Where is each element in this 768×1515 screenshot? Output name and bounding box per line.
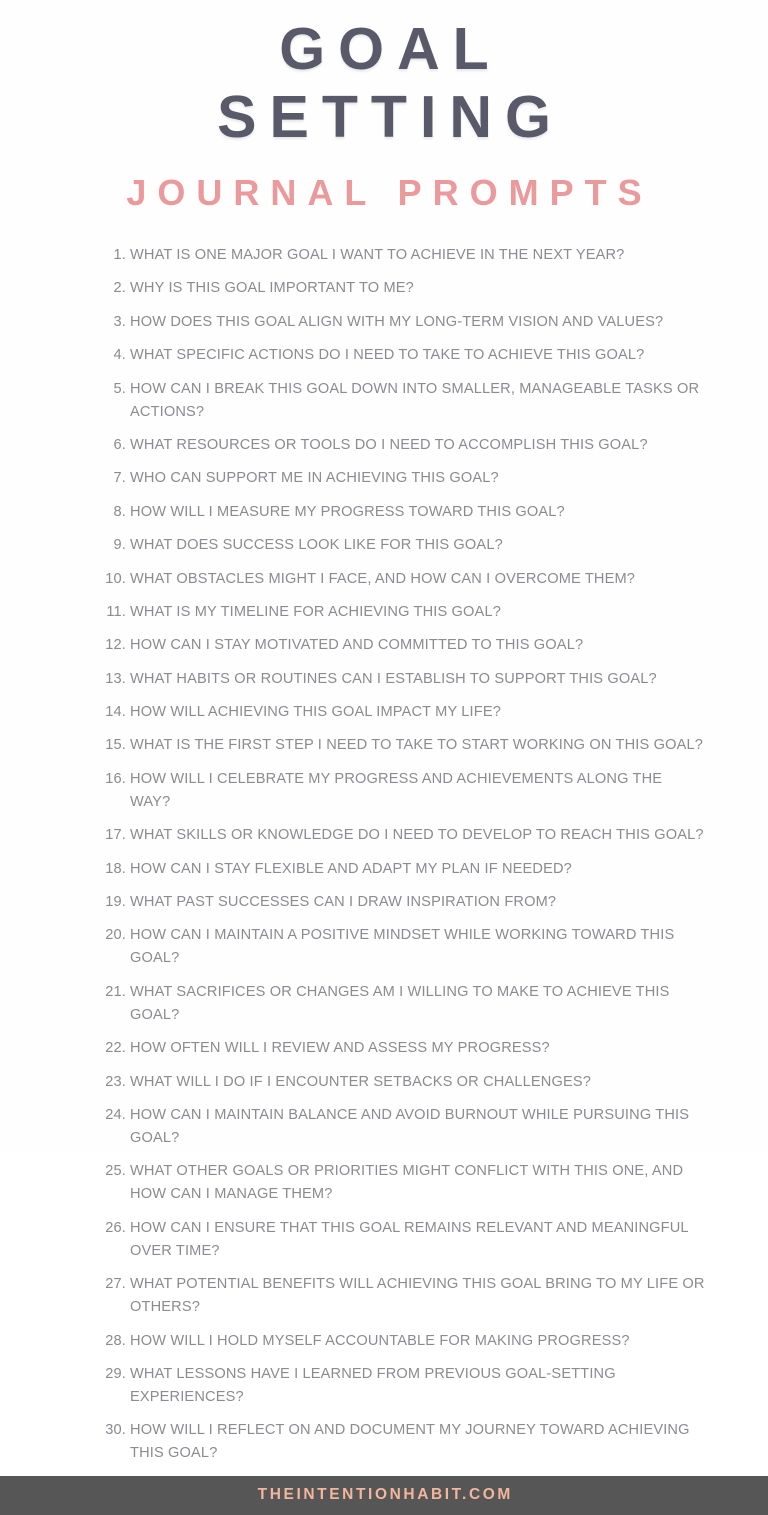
prompt-list-item: WHAT SACRIFICES OR CHANGES AM I WILLING TO MAKE TO ACHIEVE THIS GOAL?: [130, 983, 670, 1023]
prompt-list-item: HOW WILL I HOLD MYSELF ACCOUNTABLE FOR MAKING PROGRESS?: [130, 1332, 630, 1349]
prompt-list-item: HOW CAN I ENSURE THAT THIS GOAL REMAINS RELEVANT AND MEANINGFUL OVER TIME?: [130, 1219, 689, 1259]
prompt-list-item: WHAT OTHER GOALS OR PRIORITIES MIGHT CONFLICT WITH THIS ONE, AND HOW CAN I MANAGE THEM?: [130, 1163, 684, 1203]
prompt-list-item: WHAT LESSONS HAVE I LEARNED FROM PREVIOUS GOAL-SETTING EXPERIENCES?: [130, 1365, 616, 1405]
prompt-list-item: WHY IS THIS GOAL IMPORTANT TO ME?: [130, 280, 414, 297]
prompt-list-item: HOW CAN I MAINTAIN A POSITIVE MINDSET WHILE WORKING TOWARD THIS GOAL?: [130, 927, 675, 967]
prompt-list-item: HOW CAN I STAY MOTIVATED AND COMMITTED TO THIS GOAL?: [130, 637, 584, 654]
prompt-list-item: HOW WILL I CELEBRATE MY PROGRESS AND ACHIEVEMENTS ALONG THE WAY?: [130, 770, 663, 810]
prompt-list-item: HOW CAN I MAINTAIN BALANCE AND AVOID BURNOUT WHILE PURSUING THIS GOAL?: [130, 1106, 690, 1146]
prompt-list-item: HOW CAN I BREAK THIS GOAL DOWN INTO SMALLER, MANAGEABLE TASKS OR ACTIONS?: [130, 380, 700, 420]
prompt-list-item: HOW WILL ACHIEVING THIS GOAL IMPACT MY LIFE?: [130, 704, 501, 721]
prompt-list-item: WHAT RESOURCES OR TOOLS DO I NEED TO ACCOMPLISH THIS GOAL?: [130, 436, 648, 453]
prompt-list: [92, 244, 706, 1465]
prompt-list-item: WHAT IS THE FIRST STEP I NEED TO TAKE TO START WORKING ON THIS GOAL?: [130, 737, 703, 754]
page-title-line-1: GOAL: [279, 16, 502, 82]
prompt-list-item: WHAT DOES SUCCESS LOOK LIKE FOR THIS GOAL?: [130, 537, 503, 554]
prompt-list-item: HOW CAN I STAY FLEXIBLE AND ADAPT MY PLAN IF NEEDED?: [130, 860, 572, 877]
prompt-list-item: WHAT PAST SUCCESSES CAN I DRAW INSPIRATION FROM?: [130, 894, 557, 911]
prompt-list-item: WHAT IS ONE MAJOR GOAL I WANT TO ACHIEVE IN THE NEXT YEAR?: [130, 247, 625, 263]
poster-header: [0, 0, 768, 214]
prompt-list-item: WHAT OBSTACLES MIGHT I FACE, AND HOW CAN I OVERCOME THEM?: [130, 570, 636, 587]
prompt-list-item: HOW OFTEN WILL I REVIEW AND ASSESS MY PROGRESS?: [130, 1040, 550, 1057]
prompt-list-item: WHAT SPECIFIC ACTIONS DO I NEED TO TAKE TO ACHIEVE THIS GOAL?: [130, 347, 645, 364]
prompt-list-item: WHAT POTENTIAL BENEFITS WILL ACHIEVING THIS GOAL BRING TO MY LIFE OR OTHERS?: [130, 1276, 705, 1316]
prompt-list-item: WHO CAN SUPPORT ME IN ACHIEVING THIS GOAL?: [130, 470, 499, 487]
prompt-list-item: HOW DOES THIS GOAL ALIGN WITH MY LONG-TERM VISION AND VALUES?: [130, 313, 664, 330]
prompt-list-item: WHAT HABITS OR ROUTINES CAN I ESTABLISH TO SUPPORT THIS GOAL?: [130, 670, 657, 687]
page-subtitle: JOURNAL PROMPTS: [126, 172, 653, 213]
prompt-list-item: HOW WILL I MEASURE MY PROGRESS TOWARD THIS GOAL?: [130, 503, 565, 520]
prompt-list-container: [0, 214, 768, 1476]
footer-bar: [0, 1476, 768, 1515]
footer-website-label: THEINTENTIONHABIT.COM: [257, 1486, 513, 1504]
prompt-list-item: HOW WILL I REFLECT ON AND DOCUMENT MY JOURNEY TOWARD ACHIEVING THIS GOAL?: [130, 1422, 690, 1462]
page-title-line-2: SETTING: [217, 84, 564, 150]
prompt-list-item: WHAT WILL I DO IF I ENCOUNTER SETBACKS OR CHALLENGES?: [130, 1073, 591, 1090]
prompt-list-item: WHAT SKILLS OR KNOWLEDGE DO I NEED TO DEVELOP TO REACH THIS GOAL?: [130, 827, 704, 844]
prompt-list-item: WHAT IS MY TIMELINE FOR ACHIEVING THIS GOAL?: [130, 603, 501, 620]
